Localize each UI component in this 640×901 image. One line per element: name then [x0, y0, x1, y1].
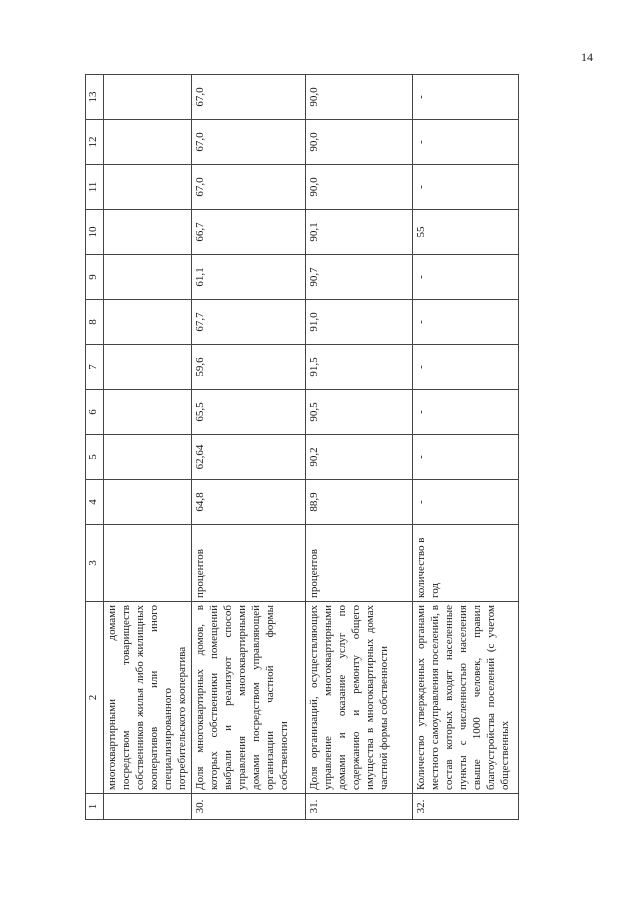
value-cell: 62,64 [192, 435, 306, 480]
indicators-table [85, 74, 519, 820]
value-cell: 65,5 [192, 390, 306, 435]
value-cell: - [413, 255, 519, 300]
row-number: 30. [192, 794, 306, 820]
header-cell: 2 [86, 602, 104, 794]
header-cell: 3 [86, 525, 104, 602]
value-cell: 67,7 [192, 300, 306, 345]
value-cell: 90,1 [306, 210, 413, 255]
value-cell: 90,2 [306, 435, 413, 480]
table-row [413, 75, 519, 820]
page-number: 14 [581, 50, 593, 64]
value-cell: 90,0 [306, 120, 413, 165]
table-row [306, 75, 413, 820]
continuation-text: многоквартирными домами посредством товариществ собственников жилья либо жилищных кооперативов или иного специализированного потребительского кооператива [104, 602, 192, 794]
unit: количество в год [413, 525, 519, 602]
row-number: 31. [306, 794, 413, 820]
header-cell: 1 [86, 794, 104, 820]
value-cell: - [413, 165, 519, 210]
value-cell: 55 [413, 210, 519, 255]
row-number: 32. [413, 794, 519, 820]
value-cell: - [413, 390, 519, 435]
header-cell: 10 [86, 210, 104, 255]
value-cell: 88,9 [306, 480, 413, 525]
value-cell: 67,0 [192, 165, 306, 210]
rotated-table-container [85, 75, 511, 820]
unit: процентов [192, 525, 306, 602]
value-cell: - [413, 120, 519, 165]
value-cell: 90,5 [306, 390, 413, 435]
value-cell: 67,0 [192, 75, 306, 120]
continuation-row [104, 75, 192, 820]
value-cell: 90,0 [306, 75, 413, 120]
header-cell: 4 [86, 480, 104, 525]
value-cell: 61,1 [192, 255, 306, 300]
header-cell: 11 [86, 165, 104, 210]
unit: процентов [306, 525, 413, 602]
header-row [86, 75, 104, 820]
header-cell: 5 [86, 435, 104, 480]
header-cell: 7 [86, 345, 104, 390]
header-cell: 6 [86, 390, 104, 435]
value-cell: - [413, 345, 519, 390]
indicator-name: Количество утвержденных органами местного самоуправления поселений, в состав которых входят населенные пункты с численностью населения свыше 1000 человек, правил благоустройства поселений (с учетом общественных [413, 602, 519, 794]
indicator-name: Доля организаций, осуществляющих управление многоквартирными домами и оказание услуг по содержанию и ремонту общего имущества в многоквартирных домах частной формы собственности [306, 602, 413, 794]
value-cell: - [413, 435, 519, 480]
value-cell: 67,0 [192, 120, 306, 165]
header-cell: 8 [86, 300, 104, 345]
value-cell: 59,6 [192, 345, 306, 390]
header-cell: 9 [86, 255, 104, 300]
indicator-name: Доля многоквартирных домов, в которых собственники помещений выбрали и реализуют способ управления многоквартирными домами посредством управляющей организации частной формы собственности [192, 602, 306, 794]
table-row [192, 75, 306, 820]
value-cell: 90,7 [306, 255, 413, 300]
header-cell: 13 [86, 75, 104, 120]
value-cell: 91,5 [306, 345, 413, 390]
value-cell: - [413, 480, 519, 525]
value-cell: 66,7 [192, 210, 306, 255]
value-cell: 91,0 [306, 300, 413, 345]
value-cell: 90,0 [306, 165, 413, 210]
value-cell: - [413, 300, 519, 345]
header-cell: 12 [86, 120, 104, 165]
value-cell: 64,8 [192, 480, 306, 525]
value-cell: - [413, 75, 519, 120]
